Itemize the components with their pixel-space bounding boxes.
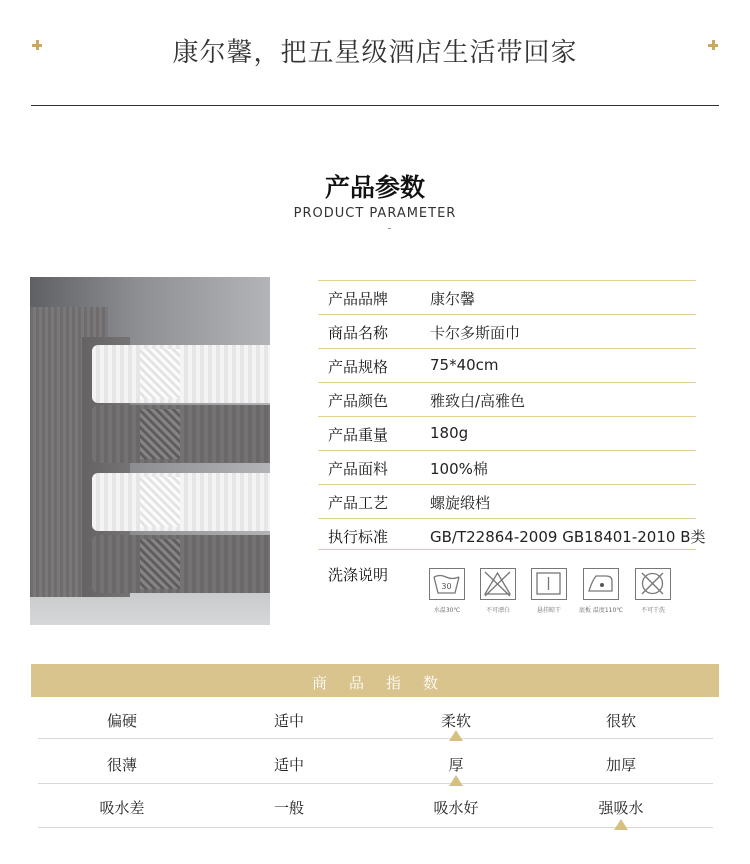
spec-label: 执行标准	[328, 528, 389, 546]
spec-row-fabric	[318, 450, 696, 484]
towel-grey-2	[92, 535, 270, 593]
index-level-label: 柔软	[440, 712, 471, 730]
index-level-label: 吸水差	[99, 799, 145, 817]
product-photo	[30, 277, 270, 625]
spec-value: 180g	[430, 424, 469, 442]
section-marker	[388, 228, 391, 229]
spec-row-standard	[318, 518, 706, 552]
wash-caption: 底板 温度110℃	[578, 607, 624, 614]
no-bleach-icon	[480, 568, 516, 600]
spec-value: 螺旋缎档	[430, 494, 491, 512]
towel-white-1	[92, 345, 270, 403]
index-level-label: 一般	[273, 799, 304, 817]
spec-row-craft	[318, 484, 696, 518]
spec-label: 商品名称	[328, 324, 389, 342]
wash-caption: 不可漂白	[485, 607, 510, 614]
iron-low-icon	[583, 568, 619, 600]
spec-label: 产品规格	[328, 358, 389, 376]
hang-dry-icon	[531, 568, 567, 600]
spec-label: 产品颜色	[328, 392, 389, 410]
spec-row-weight	[318, 416, 696, 450]
svg-text:30: 30	[441, 582, 452, 591]
index-row-divider	[38, 827, 713, 828]
no-dry-clean-icon	[635, 568, 671, 600]
spec-label: 产品面料	[328, 460, 389, 478]
spec-value: 康尔馨	[430, 290, 476, 308]
wash-caption: 不可干洗	[640, 607, 665, 614]
section-title: 产品参数	[324, 173, 425, 202]
slogan: 康尔馨，把五星级酒店生活带回家	[172, 38, 578, 68]
index-level-label: 很薄	[106, 756, 137, 774]
index-level-label: 强吸水	[598, 799, 644, 817]
index-level-label: 加厚	[605, 756, 636, 774]
spec-value: GB/T22864-2009 GB18401-2010 B类	[430, 528, 706, 546]
wash-30-icon	[429, 568, 465, 600]
spec-value: 75*40cm	[430, 356, 499, 374]
index-level-label: 厚	[448, 756, 464, 774]
spec-row-color	[318, 382, 696, 416]
index-title: 商品指数	[311, 674, 460, 692]
spec-label: 产品工艺	[328, 494, 389, 512]
spec-value: 100%棉	[430, 460, 488, 478]
index-row-divider	[38, 738, 713, 739]
index-level-label: 适中	[273, 712, 304, 730]
index-indicator-icon	[449, 730, 463, 741]
spec-label: 产品重量	[328, 426, 389, 444]
spec-row-brand	[318, 280, 696, 314]
index-row-divider	[38, 783, 713, 784]
index-level-label: 适中	[273, 756, 304, 774]
spec-table-bottom-rule	[318, 549, 696, 550]
header-divider	[31, 105, 719, 106]
towel-grey-1	[92, 405, 270, 463]
section-subtitle: PRODUCT PARAMETER	[293, 206, 457, 221]
index-level-label: 很软	[605, 712, 636, 730]
wash-label: 洗涤说明	[328, 566, 389, 584]
spec-value: 雅致白/高雅色	[430, 392, 526, 410]
spec-label: 产品品牌	[328, 290, 389, 308]
spec-row-name	[318, 314, 696, 348]
spec-row-size	[318, 348, 696, 382]
index-level-label: 偏硬	[106, 712, 137, 730]
index-indicator-icon	[614, 819, 628, 830]
spec-value: 卡尔多斯面巾	[430, 324, 521, 342]
index-header	[31, 664, 719, 697]
wash-caption: 水温30℃	[433, 607, 461, 614]
towel-white-2	[92, 473, 270, 531]
index-level-label: 吸水好	[433, 799, 479, 817]
index-indicator-icon	[449, 775, 463, 786]
wash-caption: 悬挂晾干	[536, 607, 561, 614]
